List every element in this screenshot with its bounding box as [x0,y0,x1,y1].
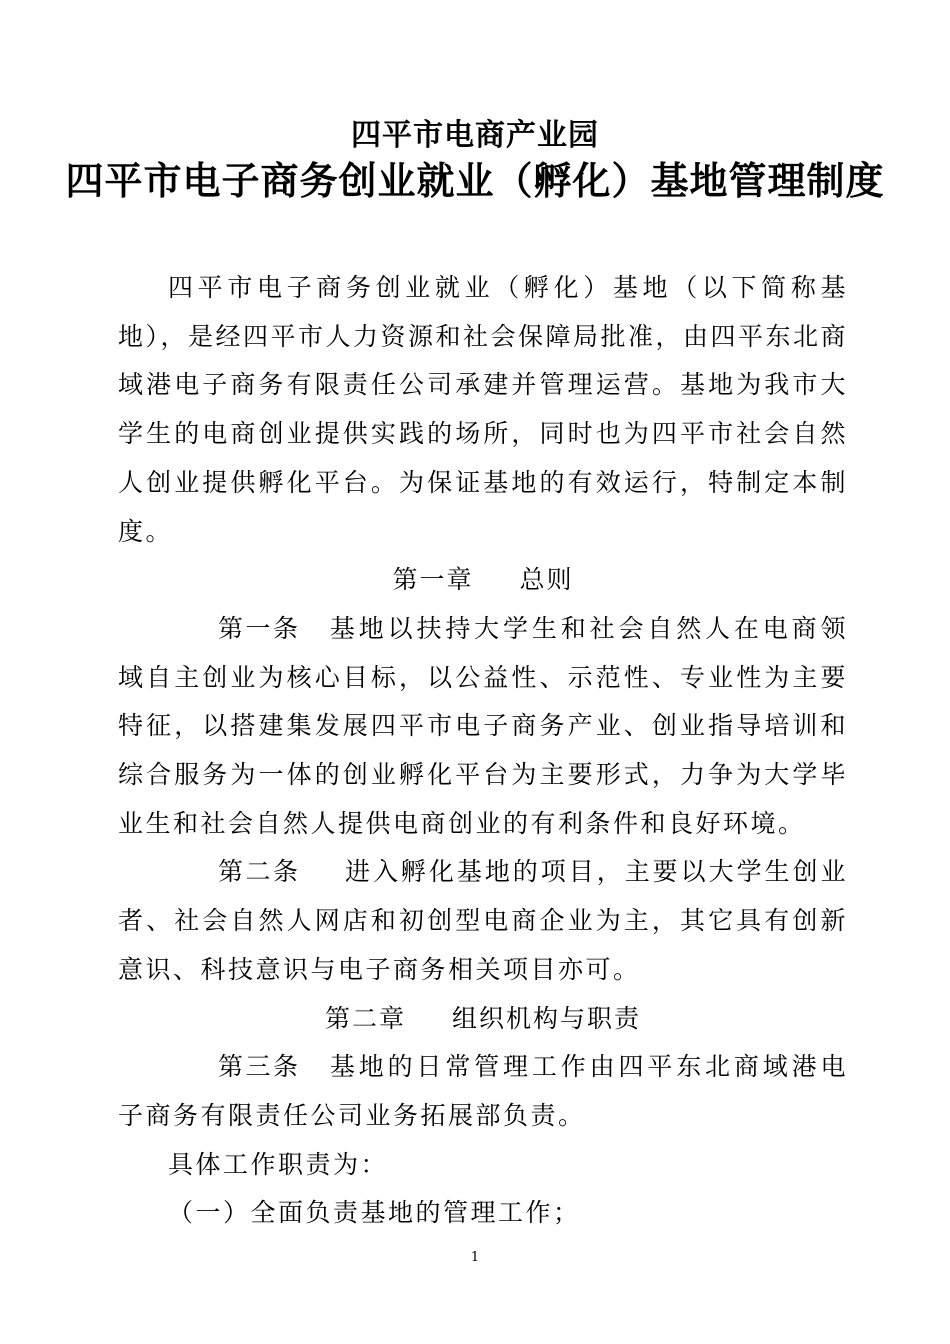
chapter-heading-1 [118,556,848,605]
article-text: 进入孵化基地的项目，主要以大学生创业者、社会自然人网店和初创型电商企业为主，其它具有创新意识、科技意识与电子商务相关项目亦可。 [118,857,848,984]
article-label: 第三条 [218,1052,301,1082]
page-number: 1 [470,1250,480,1265]
intro-paragraph: 四平市电子商务创业就业（孵化）基地（以下简称基地），是经四平市人力资源和社会保障局批准，由四平东北商域港电子商务有限责任公司承建并管理运营。基地为我市大学生的电商创业提供实践的场所，同时也为四平市社会自然人创业提供孵化平台。为保证基地的有效运行，特制定本制度。 [118,273,849,546]
article-label: 第一条 [218,613,301,643]
chapter-title: 总则 [519,565,574,595]
chapter-title: 组织机构与职责 [452,1003,642,1033]
chapter-heading-2 [118,995,848,1044]
duty-item-1: （一）全面负责基地的管理工作； [168,1198,581,1228]
chapter-number: 第一章 [392,565,474,595]
article-2 [118,848,848,994]
document-title: 四平市电子商务创业就业（孵化）基地管理制度 [65,158,885,203]
duties-intro: 具体工作职责为： [168,1149,389,1179]
document-subtitle: 四平市电商产业园 [351,118,599,153]
article-label: 第二条 [218,857,301,887]
chapter-number: 第二章 [324,1003,406,1033]
document-body [118,264,848,1238]
article-1 [118,605,848,849]
article-3 [118,1043,848,1140]
article-text: 基地以扶持大学生和社会自然人在电商领域自主创业为核心目标，以公益性、示范性、专业性为主要特征，以搭建集发展四平市电子商务产业、创业指导培训和综合服务为一体的创业孵化平台为主要形式，力争为大学毕业生和社会自然人提供电商创业的有利条件和良好环境。 [118,613,848,838]
article-text: 基地的日常管理工作由四平东北商域港电子商务有限责任公司业务拓展部负责。 [118,1052,848,1130]
